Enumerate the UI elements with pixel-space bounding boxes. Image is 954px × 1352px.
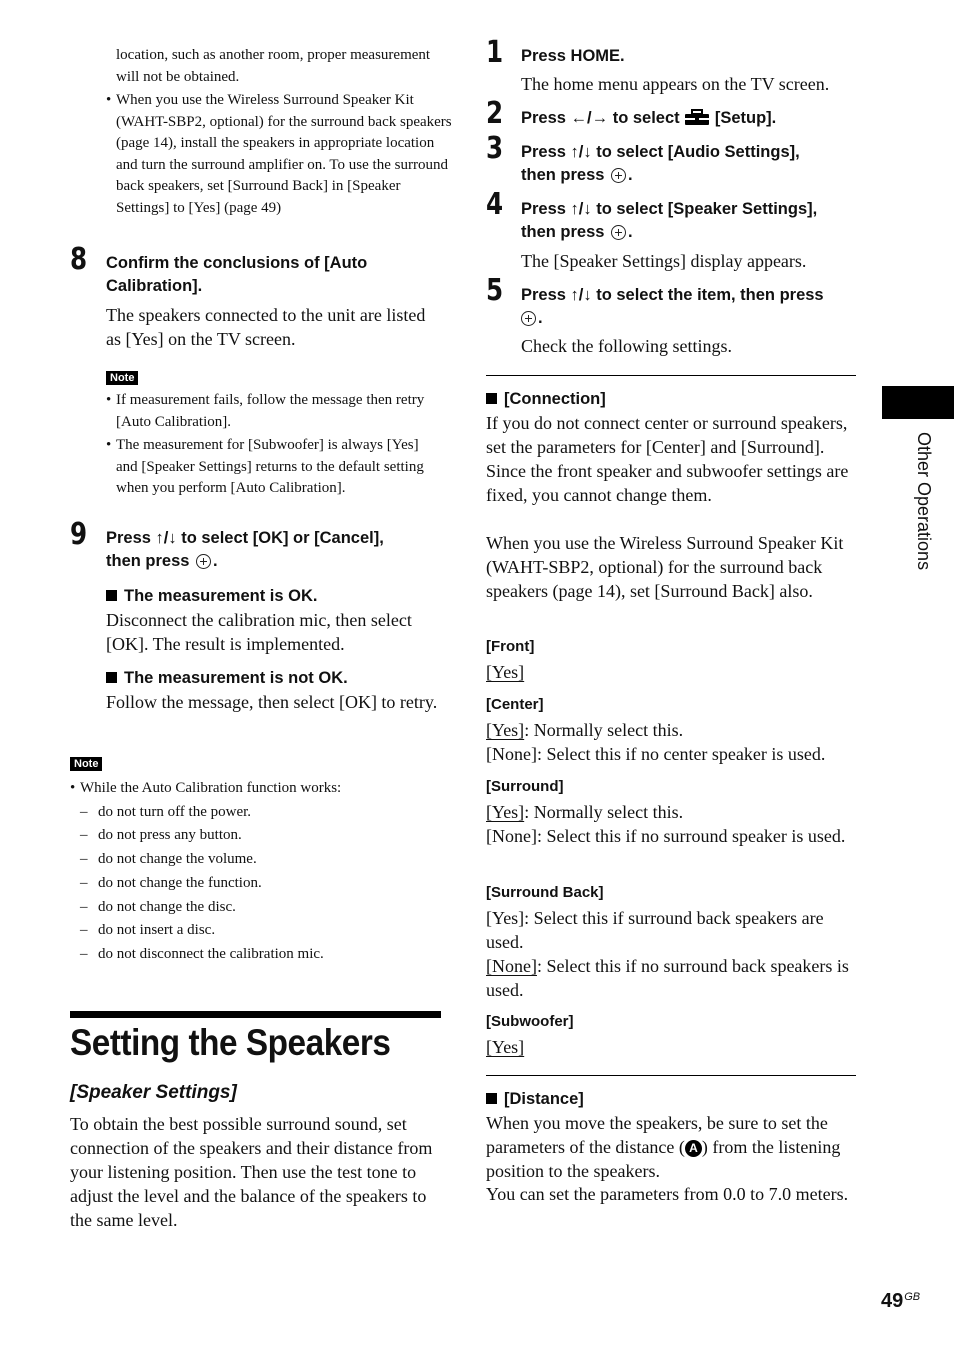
- step-2-title: [521, 107, 776, 130]
- step-5-title: [521, 284, 861, 330]
- step-3-number: 3: [486, 131, 503, 166]
- square-bullet-icon: [106, 672, 117, 683]
- ok-text: Disconnect the calibration mic, then select [OK]. The result is implemented.: [106, 610, 412, 654]
- surround-back-options: [486, 906, 856, 1002]
- center-option-yes: [Yes]: [486, 720, 525, 740]
- marker-a-icon: A: [685, 1140, 702, 1157]
- step-1-title: Press HOME.: [521, 47, 625, 65]
- step-9-number: 9: [70, 517, 87, 552]
- side-tab-label: [914, 432, 934, 632]
- section-title: Setting the Speakers: [70, 1022, 391, 1063]
- connection-text-1: If you do not connect center or surround speakers, set the parameters for [Center] and [Surround]. Since the front speaker and subwoofer settings are fixed, you cannot change them.: [486, 413, 849, 505]
- note-2-item: – do not change the volume.: [70, 848, 442, 872]
- connection-head-text: [Connection]: [504, 390, 606, 408]
- surround-label: [Surround]: [486, 778, 564, 795]
- step-3-title-b: then press: [521, 166, 605, 184]
- step-8-number: 8: [70, 242, 87, 277]
- subwoofer-option-yes: [Yes]: [486, 1037, 525, 1057]
- page-number: [881, 1285, 920, 1313]
- step-4-title-b: then press: [521, 223, 605, 241]
- front-option-yes: [Yes]: [486, 662, 525, 682]
- center-options: [486, 718, 856, 766]
- note-2-item: – do not disconnect the calibration mic.: [70, 943, 442, 967]
- intro-bullet: • When you use the Wireless Surround Speaker Kit (WAHT-SBP2, optional) for the surround back speakers (page 14), install the speakers in appropriate location and turn the surround amplifier on. To use the surround back speakers, set [Surround Back] in [Speaker Settings] to [Yes] (page 49): [106, 90, 452, 219]
- note-2-item: – do not press any button.: [70, 824, 442, 848]
- enter-icon: [196, 554, 211, 569]
- step-5-title-a: Press ↑/↓ to select the item, then press: [521, 286, 824, 304]
- step-5-title-c: .: [538, 309, 543, 327]
- front-option: [486, 660, 524, 684]
- side-tab-block: [882, 386, 954, 419]
- note-badge: Note: [70, 757, 102, 771]
- enter-icon: [611, 168, 626, 183]
- step-4-number: 4: [486, 187, 503, 222]
- step-1-number: 1: [486, 35, 503, 70]
- step-5-text: Check the following settings.: [521, 336, 732, 356]
- step-3-title-c: .: [628, 166, 633, 184]
- notok-subhead: [106, 667, 348, 690]
- toolbox-icon: [684, 109, 710, 126]
- distance-text-2: You can set the parameters from 0.0 to 7.0 meters.: [486, 1184, 849, 1204]
- step-9-title: [106, 527, 442, 573]
- surround-option-yes-desc: : Normally select this.: [524, 802, 684, 822]
- square-bullet-icon: [106, 590, 117, 601]
- notok-subhead-text: The measurement is not OK.: [124, 669, 348, 687]
- front-label: [Front]: [486, 638, 535, 655]
- note-2-item: – do not turn off the power.: [70, 801, 442, 825]
- notok-text: Follow the message, then select [OK] to retry.: [106, 692, 438, 712]
- center-label: [Center]: [486, 696, 544, 713]
- note-2-item: – do not change the function.: [70, 872, 442, 896]
- divider: [486, 375, 856, 376]
- subwoofer-option: [486, 1035, 524, 1059]
- step-9-title-a: Press ↑/↓ to select [OK] or [Cancel],: [106, 529, 384, 547]
- note-badge: Note: [106, 371, 138, 385]
- distance-text-a: When you move the speakers, be sure to set the parameters of the distance (: [486, 1113, 828, 1157]
- step-3-title-a: Press ↑/↓ to select [Audio Settings],: [521, 143, 800, 161]
- step-8-text: The speakers connected to the unit are listed as [Yes] on the TV screen.: [106, 305, 426, 349]
- surround-back-option-none-desc: : Select this if no surround back speakers is used.: [486, 956, 849, 1000]
- distance-head-text: [Distance]: [504, 1090, 584, 1108]
- step-1-text: The home menu appears on the TV screen.: [521, 74, 830, 94]
- step-2-number: 2: [486, 96, 503, 131]
- section-rule: [70, 1011, 441, 1018]
- step-3-title: [521, 141, 861, 187]
- section-subtitle: [Speaker Settings]: [70, 1082, 237, 1103]
- step-9-title-b: then press: [106, 552, 190, 570]
- side-tab-text: Other Operations: [914, 432, 934, 571]
- ok-subhead: [106, 585, 317, 608]
- connection-head: [486, 388, 606, 411]
- left-column: [70, 0, 452, 1230]
- note-2: [70, 754, 442, 967]
- step-2-title-b: [Setup].: [714, 109, 777, 127]
- step-4-text: The [Speaker Settings] display appears.: [521, 251, 807, 271]
- square-bullet-icon: [486, 1093, 497, 1104]
- distance-head: [486, 1088, 584, 1111]
- page-number-suffix: GB: [904, 1291, 921, 1303]
- surround-option-none: [None]: Select this if no surround speaker is used.: [486, 826, 846, 846]
- surround-option-yes: [Yes]: [486, 802, 525, 822]
- surround-options: [486, 800, 856, 848]
- connection-text-2: When you use the Wireless Surround Speaker Kit (WAHT-SBP2, optional) for the surround back speakers (page 14), set [Surround Back] also.: [486, 533, 844, 601]
- step-4-title: [521, 198, 861, 244]
- surround-back-option-yes: [Yes]: Select this if surround back speakers are used.: [486, 908, 824, 952]
- center-option-yes-desc: : Normally select this.: [524, 720, 684, 740]
- enter-icon: [611, 225, 626, 240]
- step-5-number: 5: [486, 273, 503, 308]
- square-bullet-icon: [486, 393, 497, 404]
- step-8-title: Confirm the conclusions of [Auto Calibration].: [106, 254, 368, 295]
- note-1: [106, 368, 442, 500]
- note-1-item: • If measurement fails, follow the message then retry [Auto Calibration].: [106, 390, 442, 433]
- note-1-item: • The measurement for [Subwoofer] is always [Yes] and [Speaker Settings] returns to the default setting when you perform [Auto Calibration].: [106, 435, 442, 500]
- distance-text-b: ) from the listening position to the speakers.: [486, 1137, 841, 1181]
- step-4-title-a: Press ↑/↓ to select [Speaker Settings],: [521, 200, 818, 218]
- subwoofer-label: [Subwoofer]: [486, 1013, 574, 1030]
- ok-subhead-text: The measurement is OK.: [124, 587, 318, 605]
- center-option-none: [None]: Select this if no center speaker is used.: [486, 744, 826, 764]
- note-2-lead: • While the Auto Calibration function works:: [70, 777, 442, 801]
- divider: [486, 1075, 856, 1076]
- distance-text-1: [486, 1111, 856, 1183]
- section-text: To obtain the best possible surround sound, set connection of the speakers and their distance from your listening position. Then use the test tone to adjust the level and the balance of the speakers to the same level.: [70, 1114, 433, 1230]
- note-2-item: – do not insert a disc.: [70, 919, 442, 943]
- note-2-item: – do not change the disc.: [70, 896, 442, 920]
- page-number-value: 49: [881, 1290, 904, 1312]
- surround-back-label: [Surround Back]: [486, 884, 604, 901]
- step-4-title-c: .: [628, 223, 633, 241]
- step-9-title-c: .: [213, 552, 218, 570]
- intro-continued: location, such as another room, proper measurement will not be obtained.: [116, 47, 431, 85]
- enter-icon: [521, 311, 536, 326]
- step-2-title-a: Press ←/→ to select: [521, 109, 680, 127]
- surround-back-option-none: [None]: [486, 956, 537, 976]
